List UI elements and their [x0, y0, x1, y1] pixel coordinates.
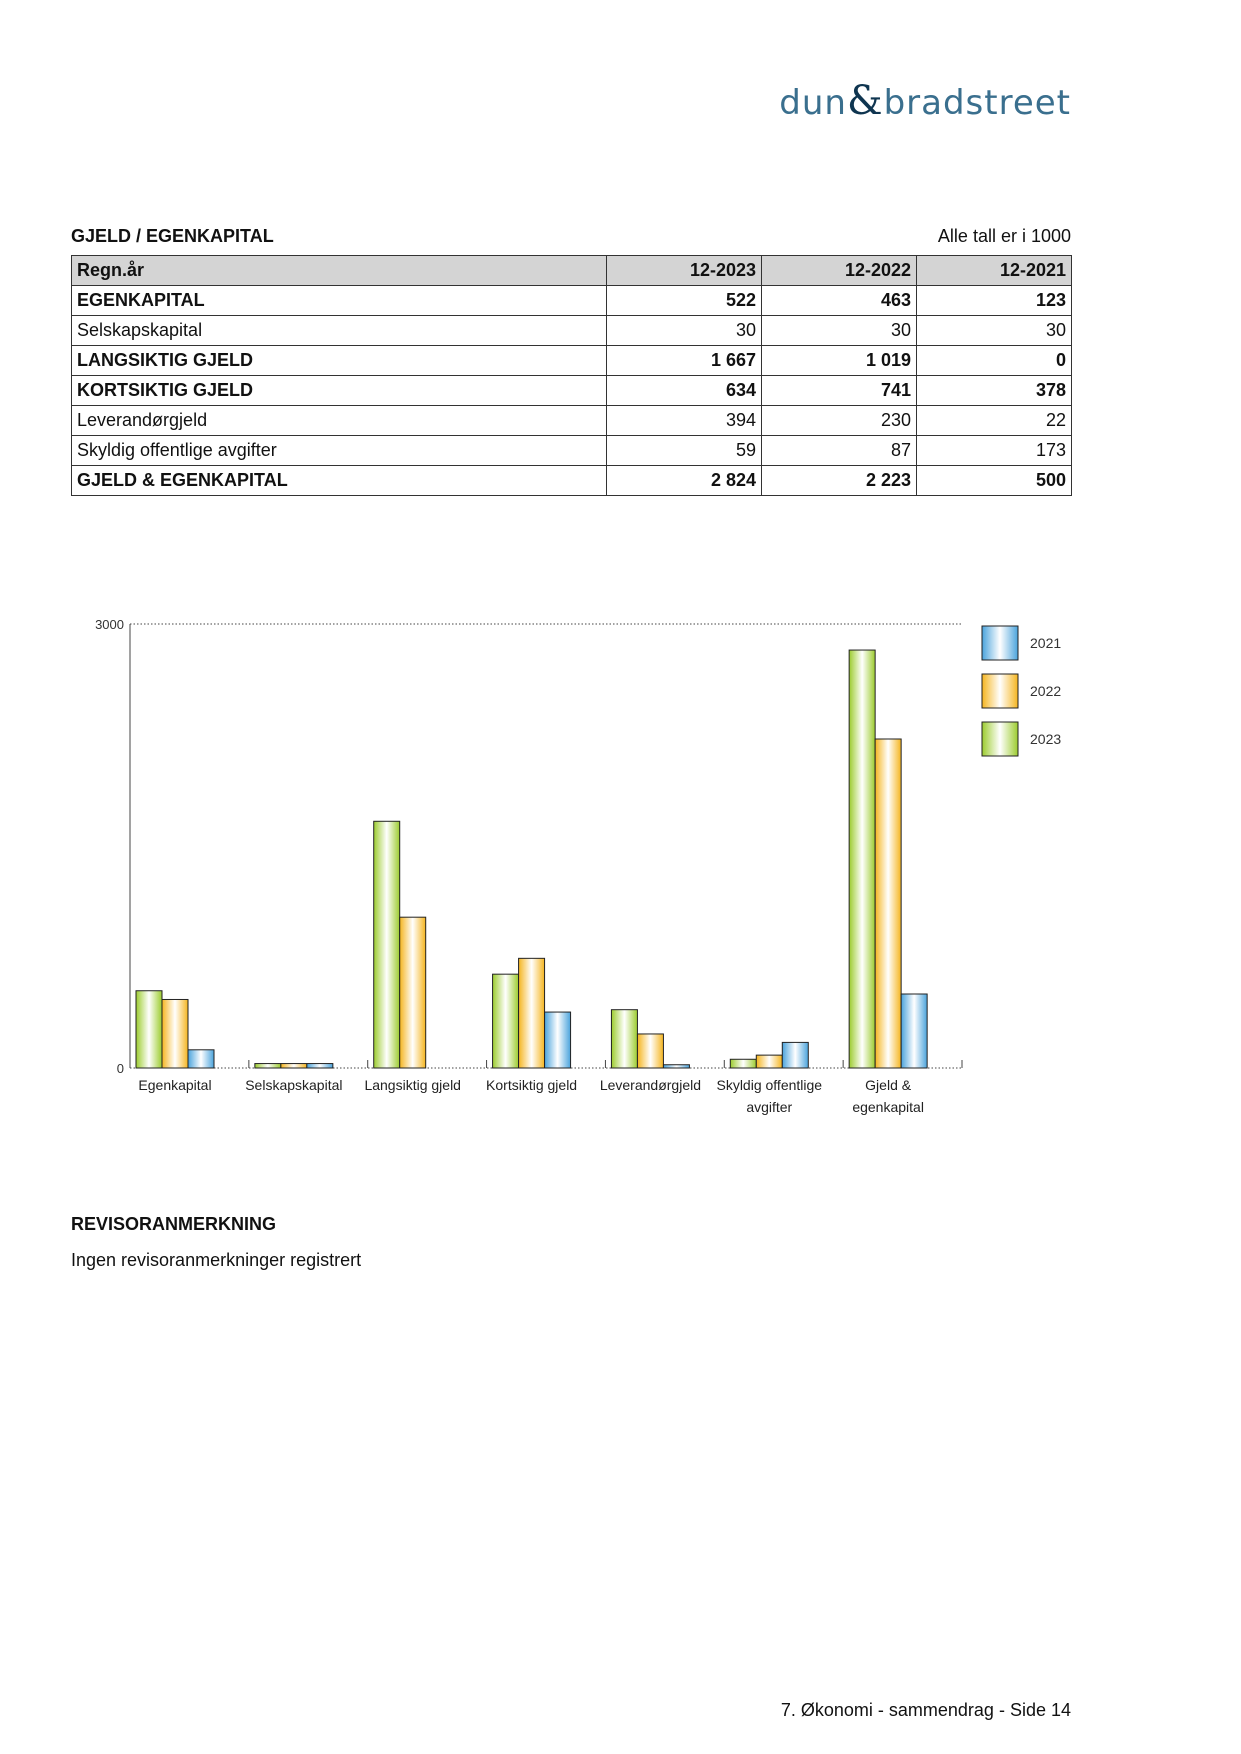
section-title: GJELD / EGENKAPITAL: [71, 226, 274, 246]
x-tick-label: Skyldig offentlige: [716, 1077, 823, 1093]
x-tick-label: egenkapital: [852, 1099, 924, 1115]
row-value: 500: [917, 466, 1072, 496]
bar-2023-0: [136, 991, 162, 1068]
row-value: 522: [607, 286, 762, 316]
bar-2022-5: [756, 1055, 782, 1068]
bar-2022-3: [519, 958, 545, 1068]
bar-2022-2: [400, 917, 426, 1068]
page-footer: 7. Økonomi - sammendrag - Side 14: [780, 1700, 1071, 1720]
x-tick-label: Kortsiktig gjeld: [486, 1077, 578, 1093]
row-value: 230: [762, 406, 917, 436]
bar-2021-5: [782, 1042, 808, 1068]
x-tick-label: Egenkapital: [138, 1077, 212, 1093]
bar-2023-6: [849, 650, 875, 1068]
y-tick-label: 3000: [95, 617, 124, 632]
y-tick-label: 0: [116, 1061, 124, 1076]
row-value: 394: [607, 406, 762, 436]
bar-2021-1: [307, 1064, 333, 1068]
revision-title: REVISORANMERKNING: [71, 1214, 277, 1234]
row-value: 59: [607, 436, 762, 466]
legend-label: 2022: [1030, 683, 1062, 699]
row-value: 87: [762, 436, 917, 466]
revision-text: Ingen revisoranmerkninger registrert: [71, 1250, 362, 1270]
x-tick-label: Selskapskapital: [245, 1077, 343, 1093]
row-value: 123: [917, 286, 1072, 316]
bar-2023-4: [611, 1010, 637, 1068]
row-label: KORTSIKTIG GJELD: [72, 376, 607, 406]
bar-2022-4: [637, 1034, 663, 1068]
x-tick-label: Leverandørgjeld: [599, 1077, 702, 1093]
bar-2022-1: [281, 1064, 307, 1068]
row-value: 1 667: [607, 346, 762, 376]
header-cell: 12-2023: [607, 256, 762, 286]
logo-text-right: bradstreet: [883, 83, 1071, 123]
bar-2023-1: [255, 1064, 281, 1068]
chart-bars: [136, 650, 927, 1068]
row-label: LANGSIKTIG GJELD: [72, 346, 607, 376]
bar-2023-5: [730, 1059, 756, 1068]
row-label: EGENKAPITAL: [72, 286, 607, 316]
row-value: 1 019: [762, 346, 917, 376]
row-label: Leverandørgjeld: [72, 406, 607, 436]
header-cell: 12-2021: [917, 256, 1072, 286]
bar-2021-4: [663, 1065, 689, 1068]
row-label: Selskapskapital: [72, 316, 607, 346]
x-tick-label: Gjeld &: [865, 1077, 912, 1093]
row-value: 22: [917, 406, 1072, 436]
x-tick-label: Langsiktig gjeld: [364, 1077, 461, 1093]
logo-text-left: dun: [779, 83, 847, 123]
row-label: Skyldig offentlige avgifter: [72, 436, 607, 466]
row-value: 30: [607, 316, 762, 346]
legend-swatch-2023: [982, 722, 1018, 756]
legend-swatch-2021: [982, 626, 1018, 660]
bar-2023-3: [493, 974, 519, 1068]
x-tick-label: avgifter: [746, 1099, 793, 1115]
legend-label: 2023: [1030, 731, 1062, 747]
row-value: 2 223: [762, 466, 917, 496]
row-value: 2 824: [607, 466, 762, 496]
legend-label: 2021: [1030, 635, 1062, 651]
legend-swatch-2022: [982, 674, 1018, 708]
row-value: 741: [762, 376, 917, 406]
unit-note: Alle tall er i 1000: [937, 226, 1071, 246]
bar-2021-0: [188, 1050, 214, 1068]
bar-2021-6: [901, 994, 927, 1068]
logo-ampersand: &: [846, 78, 884, 124]
bar-2022-0: [162, 999, 188, 1068]
row-label: GJELD & EGENKAPITAL: [72, 466, 607, 496]
chart-legend: [982, 626, 1061, 756]
bar-2023-2: [374, 821, 400, 1068]
row-value: 30: [917, 316, 1072, 346]
row-value: 30: [762, 316, 917, 346]
row-value: 634: [607, 376, 762, 406]
row-value: 0: [917, 346, 1072, 376]
header-cell: 12-2022: [762, 256, 917, 286]
row-value: 463: [762, 286, 917, 316]
chart-grid: [130, 624, 962, 1068]
header-cell: Regn.år: [72, 256, 607, 286]
bar-2022-6: [875, 739, 901, 1068]
bar-2021-3: [545, 1012, 571, 1068]
row-value: 173: [917, 436, 1072, 466]
row-value: 378: [917, 376, 1072, 406]
